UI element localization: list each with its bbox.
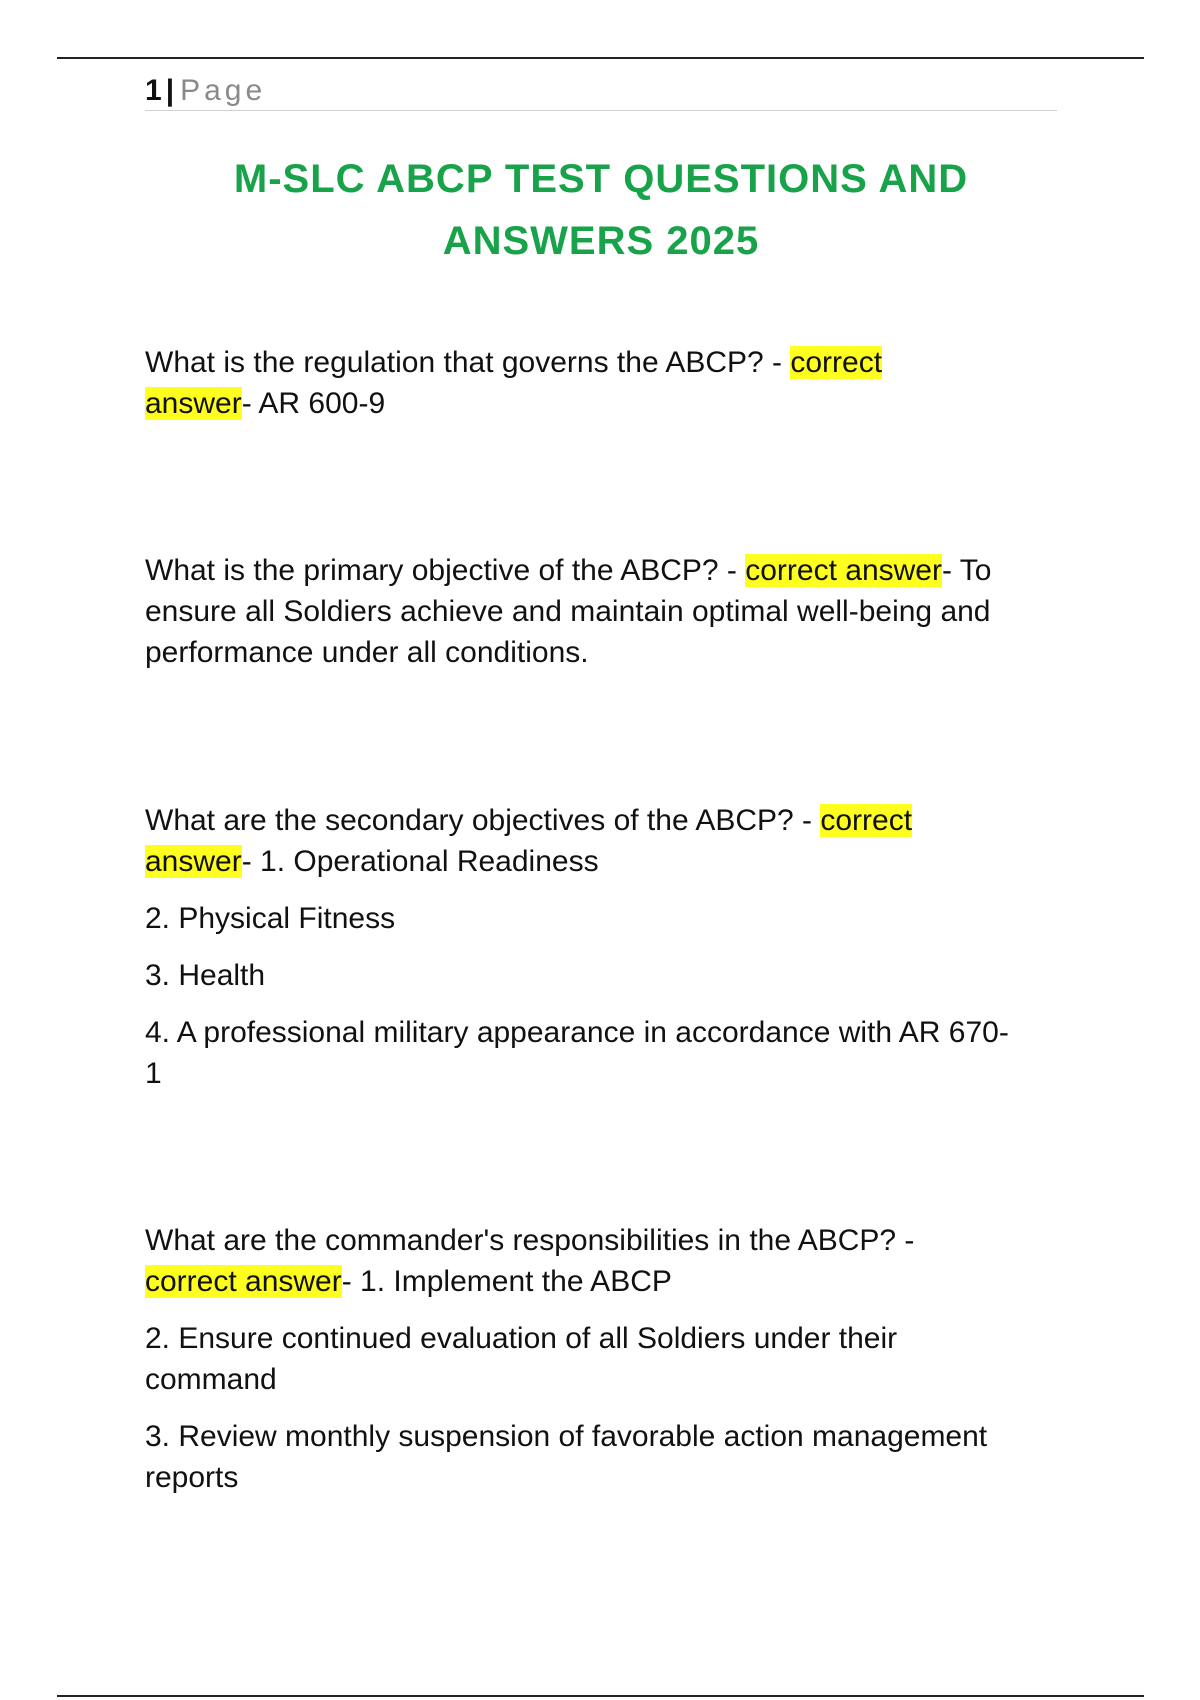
correct-answer-marker: correct [790,346,883,379]
qa-block-2 [145,550,1045,673]
answer-text: - To ensure all Soldiers achieve and maintain optimal well-being and performance under all conditions. [145,554,992,669]
qa-text [145,1220,1065,1302]
qa-block-3 [145,800,1065,1094]
qa-block-4 [145,1220,1065,1498]
list-item: 2. Physical Fitness [145,902,396,935]
qa-block-1 [145,342,1065,424]
bottom-rule [57,1695,1144,1697]
answer-text: - 1. Operational Readiness [241,845,599,878]
correct-answer-marker: correct answer [745,554,942,587]
page-label: Page [180,74,267,107]
correct-answer-marker: correct answer [145,1265,342,1298]
question-text: What are the commander's responsibilities in the ABCP? - [145,1224,915,1257]
correct-answer-marker: correct [820,804,913,837]
correct-answer-marker: answer [145,387,242,420]
qa-text [145,342,1065,424]
qa-text [145,550,1045,673]
list-item: 2. Ensure continued evaluation of all Soldiers under their command [145,1322,898,1396]
list-item: 3. Review monthly suspension of favorable action management reports [145,1420,988,1494]
answer-text: - AR 600-9 [241,387,386,420]
title-line-1: M-SLC ABCP TEST QUESTIONS AND [233,157,969,201]
answer-text: - 1. Implement the ABCP [341,1265,672,1298]
document-title [145,148,1057,272]
page-header [145,72,1057,111]
page-separator: | [165,74,175,107]
qa-text [145,800,1065,882]
top-rule [57,57,1144,59]
title-line-2: ANSWERS 2025 [442,219,760,263]
list-item: 3. Health [145,959,266,992]
page-number: 1 [145,74,162,107]
question-text: What are the secondary objectives of the ABCP? - [145,804,821,837]
question-text: What is the regulation that governs the ABCP? - [145,346,791,379]
correct-answer-marker: answer [145,845,242,878]
question-text: What is the primary objective of the ABCP? - [145,554,746,587]
list-item: 4. A professional military appearance in accordance with AR 670-1 [145,1016,1009,1090]
